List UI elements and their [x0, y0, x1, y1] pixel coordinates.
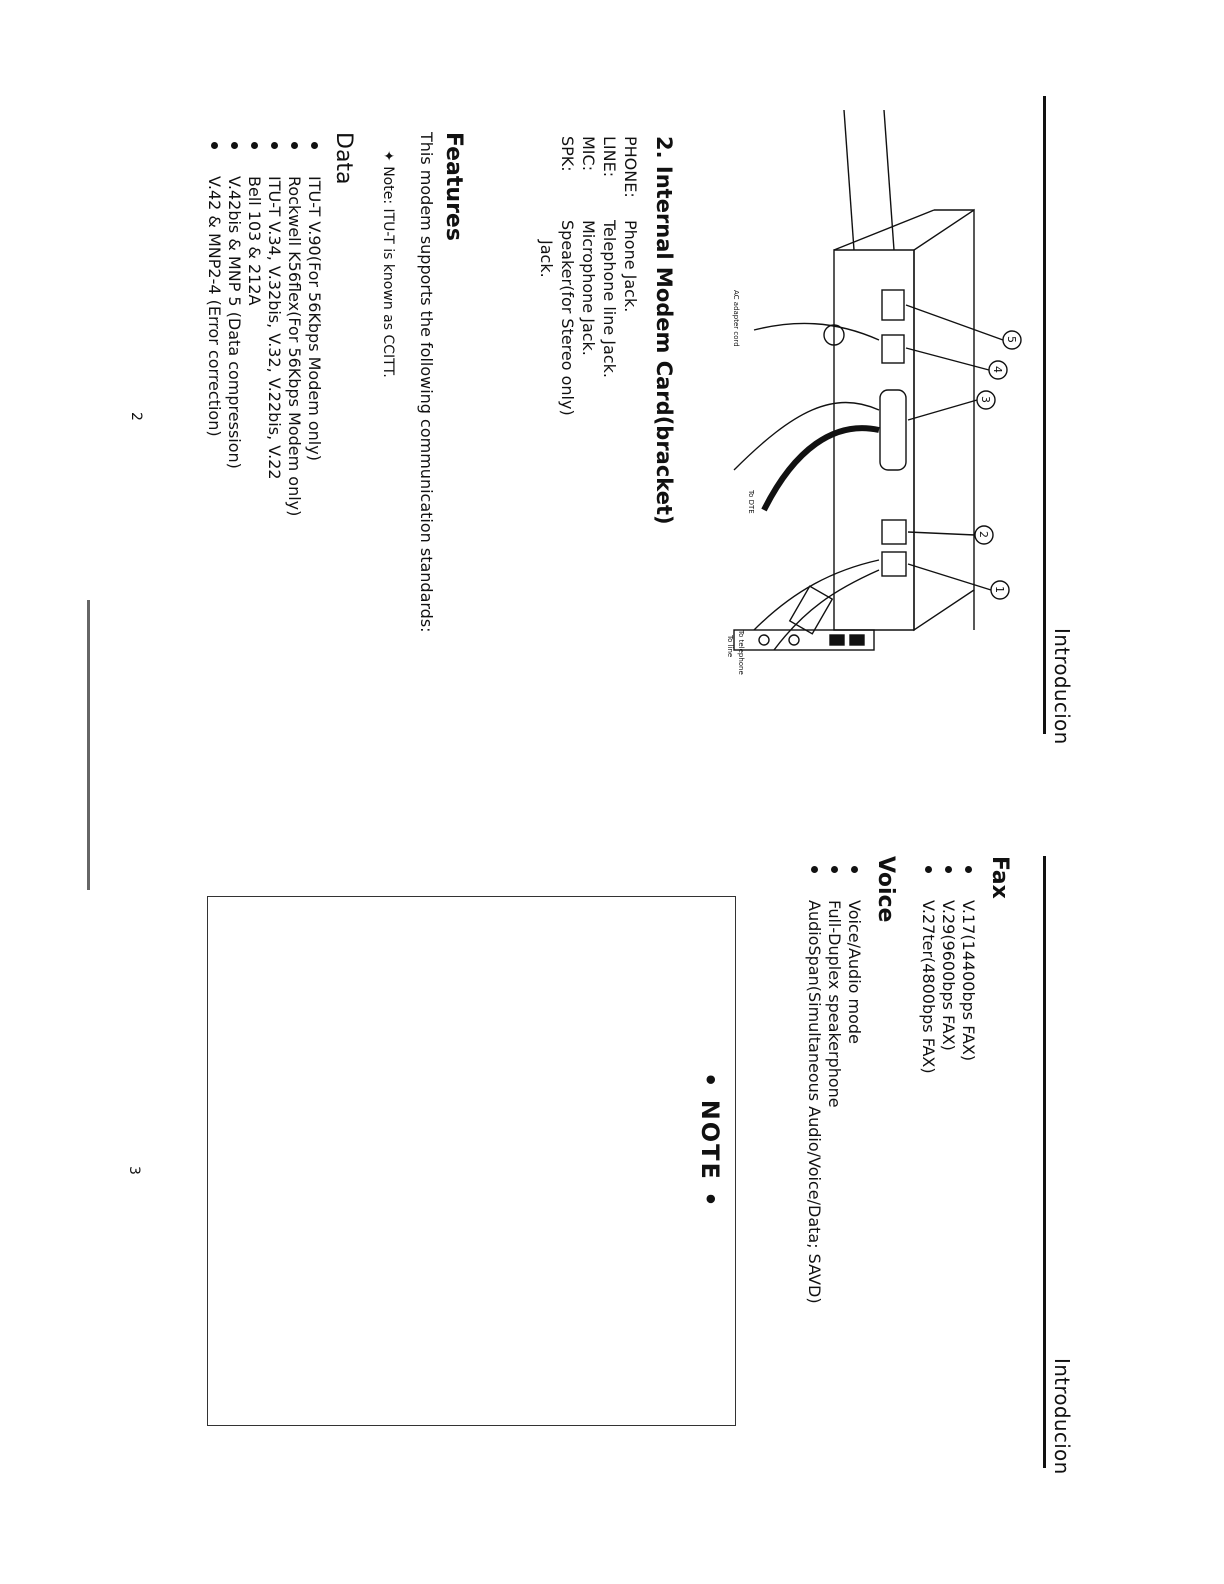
- note-icon: ✦: [380, 150, 396, 162]
- page-number: 2: [128, 412, 144, 421]
- jack-labels: [535, 136, 640, 198]
- section-title: 2. Internal Modem Card(bracket): [652, 136, 676, 525]
- note-line: [380, 150, 396, 378]
- note-text: Note: ITU-T is known as CCITT.: [380, 166, 396, 378]
- label-ac-adapter: AC adapter cord: [732, 290, 740, 347]
- list-item: Rockwell K56flex(For 56Kbps Modem only): [284, 140, 304, 516]
- features-title: Features: [441, 132, 466, 241]
- jack-label-line: LINE:: [600, 136, 619, 178]
- right-page: [0, 792, 1224, 1584]
- jack-descriptions: [535, 220, 640, 416]
- jack-label-blank: [535, 136, 556, 198]
- jack-label-phone: PHONE:: [621, 136, 640, 198]
- data-list: [204, 140, 324, 516]
- label-to-telephone: To telephone: [737, 630, 745, 675]
- running-header: Introducion: [1050, 628, 1074, 745]
- list-item: V.42bis & MNP 5 (Data compression): [224, 140, 244, 516]
- fax-title: Fax: [987, 856, 1012, 899]
- list-item: ITU-T V.34, V.32bis, V.32, V.22bis, V.22: [264, 140, 284, 516]
- callout-4: 4: [991, 366, 1004, 373]
- list-item: V.17(14400bps FAX): [958, 864, 978, 1074]
- jack-label-spk: SPK:: [558, 136, 577, 172]
- jack-desc-mic: Microphone Jack.: [579, 220, 598, 356]
- modem-connection-diagram: [704, 90, 1034, 710]
- note-title: • NOTE •: [696, 1072, 724, 1209]
- voice-title: Voice: [873, 856, 898, 923]
- jack-desc-spk: Speaker(for Stereo only): [558, 220, 577, 416]
- fax-list: [918, 864, 978, 1074]
- jack-desc-cont: Jack.: [537, 240, 556, 278]
- callout-2: 2: [977, 531, 990, 538]
- list-item: ITU-T V.90(For 56Kbps Modem only): [304, 140, 324, 516]
- callout-3: 3: [979, 396, 992, 403]
- callout-1: 1: [993, 586, 1006, 593]
- label-to-line: To line: [726, 635, 734, 658]
- running-header: Introducion: [1050, 1358, 1074, 1475]
- list-item: AudioSpan(Simultaneous Audio/Voice/Data; SAVD): [804, 864, 824, 1304]
- page-number: 3: [126, 1166, 142, 1175]
- list-item: Full-Duplex speakerphone: [824, 864, 844, 1304]
- features-intro: This modem supports the following communication standards:: [417, 132, 436, 633]
- note-box: [207, 896, 736, 1426]
- data-title: Data: [331, 132, 356, 185]
- list-item: Voice/Audio mode: [844, 864, 864, 1304]
- list-item: Bell 103 & 212A: [244, 140, 264, 516]
- jack-desc-phone: Phone Jack.: [621, 220, 640, 313]
- list-item: V.27ter(4800bps FAX): [918, 864, 938, 1074]
- list-item: V.29(9600bps FAX): [938, 864, 958, 1074]
- voice-list: [804, 864, 864, 1304]
- callout-5: 5: [1005, 336, 1018, 343]
- jack-desc-line: Telephone line Jack.: [600, 220, 619, 378]
- jack-label-mic: MIC:: [579, 136, 598, 172]
- header-rule: [1043, 96, 1046, 734]
- label-to-dte: To DTE: [747, 490, 755, 514]
- list-item: V.42 & MNP2-4 (Error correction): [204, 140, 224, 516]
- header-rule: [1043, 856, 1046, 1468]
